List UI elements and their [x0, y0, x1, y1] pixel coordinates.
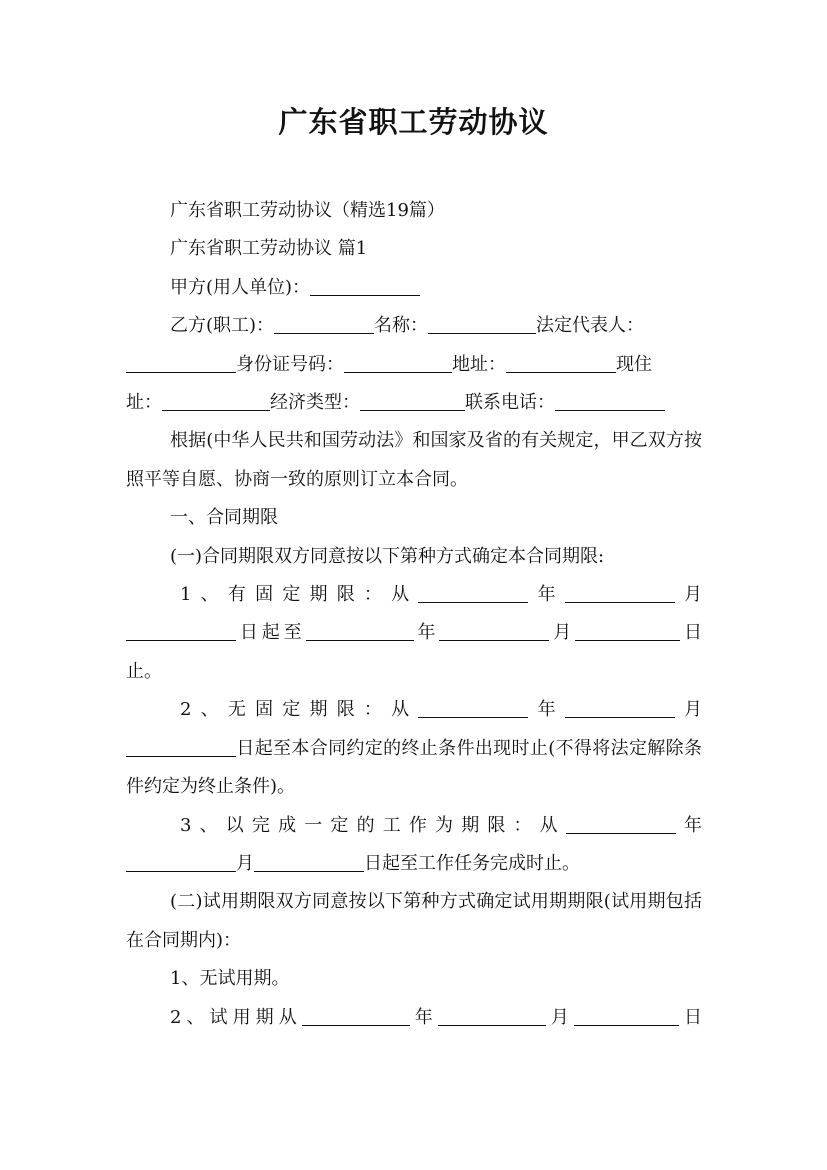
document-body	[126, 192, 702, 1037]
probation-label: 2、试用期从	[170, 1006, 302, 1028]
fixed-term-label: 1、有固定期限：从	[180, 584, 419, 606]
legal-rep-label: 法定代表人：	[536, 315, 645, 337]
open-term-label: 2、无固定期限：从	[180, 699, 419, 721]
task-term-day-blank	[254, 853, 364, 872]
name-label: 名称：	[374, 315, 429, 337]
fixed-term-line	[126, 576, 702, 614]
address-blank	[506, 354, 616, 373]
clause-probation: (二)试用期限双方同意按以下第种方式确定试用期期限(试用期包括在合同期内)：	[126, 891, 702, 951]
probation-option-2	[126, 999, 702, 1037]
task-term-line-2	[126, 845, 702, 883]
task-term-line	[126, 807, 702, 845]
econ-type-label: 经济类型：	[270, 392, 360, 414]
month-text: 月	[674, 584, 703, 606]
month-text: 月	[674, 699, 703, 721]
intro-paragraph: 根据(中华人民共和国劳动法》和国家及省的有关规定，甲乙双方按照平等自愿、协商一致的原则订立本合同。	[126, 430, 702, 490]
probation-day-blank	[574, 1007, 679, 1026]
day-text: 日	[680, 622, 703, 644]
name-blank	[428, 315, 536, 334]
fixed-term-end-day-blank	[575, 622, 680, 641]
month-text: 月	[549, 622, 576, 644]
party-b-paragraph	[126, 307, 702, 422]
fixed-term-month-blank	[565, 584, 675, 603]
probation-option-1: 1、无试用期。	[170, 968, 290, 990]
probation-year-blank	[302, 1007, 410, 1026]
open-term-rest: 日起至本合同约定的终止条件出现时止(不得将法定解除条件约定为终止条件)。	[126, 737, 702, 798]
year-text: 年	[675, 814, 703, 836]
day-text: 日	[678, 1006, 703, 1028]
id-label: 身份证号码：	[236, 353, 344, 375]
party-b-blank	[274, 315, 374, 334]
document-title: 广东省职工劳动协议	[278, 105, 549, 139]
party-a-line	[126, 269, 702, 307]
task-term-year-blank	[566, 815, 676, 834]
year-text: 年	[413, 622, 440, 644]
fixed-term-end: 止。	[126, 660, 162, 682]
open-term-year-blank	[418, 699, 528, 718]
current-address-label-cont: 址：	[126, 392, 162, 414]
party-b-label: 乙方(职工)：	[170, 315, 275, 337]
id-blank	[344, 354, 452, 373]
section-contract-term: 一、合同期限	[170, 507, 278, 529]
open-term-day-blank	[126, 738, 236, 757]
party-a-label: 甲方(用人单位)：	[170, 276, 311, 298]
year-text: 年	[528, 584, 565, 606]
current-address-label: 现住	[616, 353, 652, 375]
address-label: 地址：	[452, 353, 506, 375]
task-term-rest: 日起至工作任务完成时止。	[364, 852, 580, 874]
month-text: 月	[545, 1006, 574, 1028]
year-text: 年	[409, 1006, 438, 1028]
task-term-month-blank	[126, 853, 236, 872]
day-from-text: 日起至	[236, 622, 306, 644]
section-heading: 广东省职工劳动协议 篇1	[170, 238, 368, 260]
phone-blank	[555, 392, 665, 411]
current-address-blank	[162, 392, 270, 411]
open-term-month-blank	[565, 699, 675, 718]
fixed-term-end-year-blank	[306, 622, 414, 641]
legal-rep-blank	[126, 354, 236, 373]
document-subtitle: 广东省职工劳动协议（精选19篇）	[170, 200, 445, 221]
probation-month-blank	[438, 1007, 546, 1026]
party-a-blank	[310, 277, 420, 296]
fixed-term-year-blank	[418, 584, 528, 603]
month-text: 月	[236, 852, 254, 874]
clause-contract-term: (一)合同期限双方同意按以下第种方式确定本合同期限:	[170, 545, 605, 567]
open-term-line-2	[126, 730, 702, 807]
task-term-label: 3、以完成一定的工作为期限：从	[180, 814, 566, 836]
fixed-term-line-2	[126, 614, 702, 652]
fixed-term-end-month-blank	[439, 622, 549, 641]
phone-label: 联系电话：	[465, 392, 555, 414]
open-term-line	[126, 691, 702, 729]
year-text: 年	[528, 699, 565, 721]
econ-type-blank	[360, 392, 465, 411]
fixed-term-day-blank	[126, 622, 236, 641]
